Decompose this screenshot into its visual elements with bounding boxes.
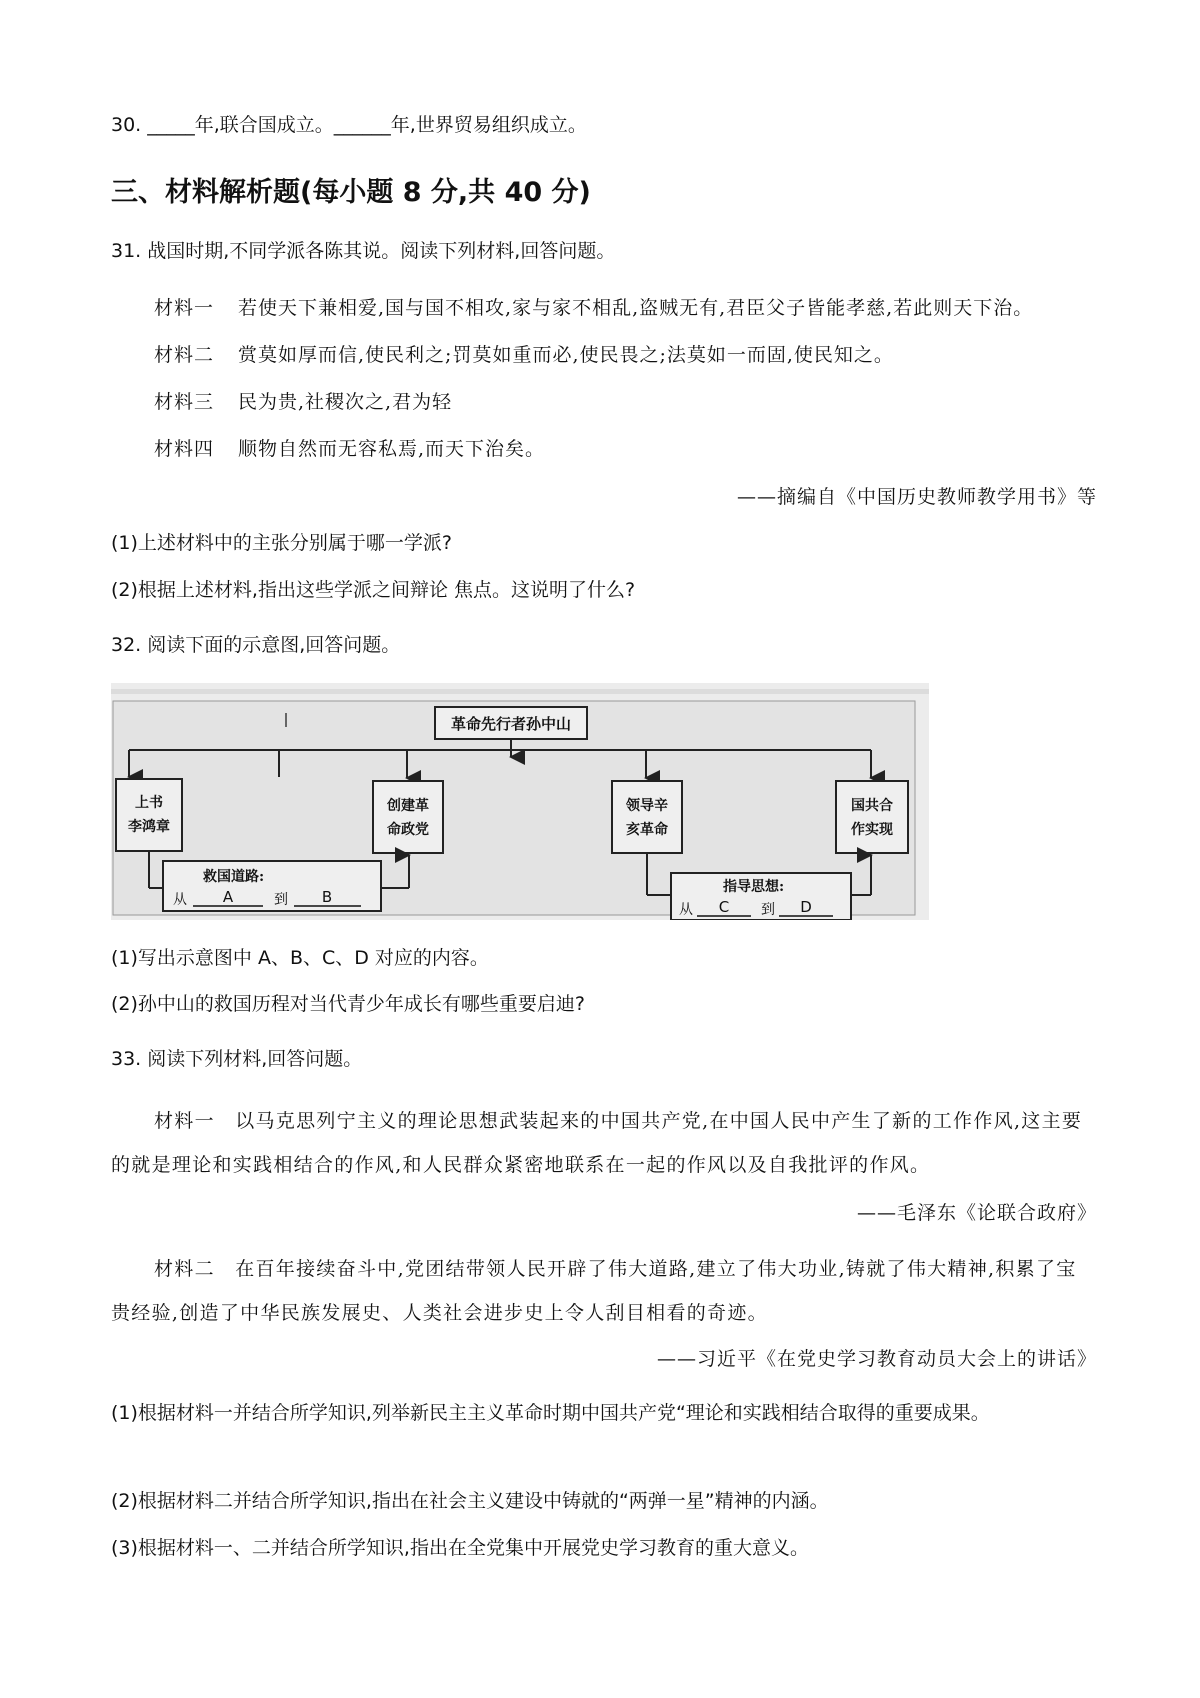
question-31-stem: 31. 战国时期,不同学派各陈其说。阅读下列材料,回答问题。: [111, 240, 616, 262]
route-1-title: 救国道路:: [203, 869, 265, 885]
diagram-box-3: [612, 781, 682, 853]
material-1-paragraph: 材料一 以马克思列宁主义的理论思想武装起来的中国共产党,在中国人民中产生了新的工作作风,这主要的就是理论和实践相结合的作风,和人民群众紧密地联系在一起的作风以及自我批评的作风。: [111, 1110, 1083, 1176]
box-4-line-2: 作实现: [851, 822, 893, 838]
route-1-blank-a: A: [222, 888, 234, 906]
material-tag: 材料一: [154, 297, 215, 319]
box-2-line-1: 创建革: [387, 798, 429, 814]
question-33-stem: 33. 阅读下列材料,回答问题。: [111, 1048, 363, 1070]
material-2-paragraph: 材料二 在百年接续奋斗中,党团结带领人民开辟了伟大道路,建立了伟大功业,铸就了伟大精神,积累了宝贵经验,创造了中华民族发展史、人类社会进步史上令人刮目相看的奇迹。: [111, 1258, 1077, 1324]
sun-yatsen-diagram: [111, 683, 929, 920]
material-tag: 材料二: [154, 344, 215, 366]
route-1-blank-b: B: [321, 888, 333, 906]
diagram-box-1: [116, 779, 182, 851]
source-citation-2: ——习近平《在党史学习教育动员大会上的讲话》: [656, 1348, 1097, 1370]
diagram-box-2: [373, 781, 443, 853]
route-2-blank-c: C: [718, 898, 730, 916]
source-citation-1: ——毛泽东《论联合政府》: [856, 1202, 1097, 1224]
question-32-sub-1: (1)写出示意图中 A、B、C、D 对应的内容。: [111, 947, 489, 969]
route-1-box: [163, 861, 381, 911]
material-text: 民为贵,社稷次之,君为轻: [238, 391, 453, 413]
material-tag: 材料三: [154, 391, 215, 413]
question-33-sub-2: (2)根据材料二并结合所学知识,指出在社会主义建设中铸就的“两弹一星”精神的内涵。: [111, 1490, 829, 1512]
question-31-sub-1: (1)上述材料中的主张分别属于哪一学派?: [111, 532, 452, 554]
material-text: 若使天下兼相爱,国与国不相攻,家与家不相乱,盗贼无有,君臣父子皆能孝慈,若此则天下治。: [238, 297, 1034, 319]
material-4: [154, 435, 545, 463]
question-32-stem: 32. 阅读下面的示意图,回答问题。: [111, 634, 401, 656]
box-1-line-1: 上书: [135, 795, 163, 811]
route-2-blank-d: D: [800, 898, 812, 916]
route-2-title: 指导思想:: [723, 879, 785, 895]
material-3: [154, 388, 452, 416]
source-citation: ——摘编自《中国历史教师教学用书》等: [736, 486, 1097, 508]
question-33-sub-1: (1)根据材料一并结合所学知识,列举新民主主义革命时期中国共产党“理论和实践相结合取得的重要成果。: [111, 1402, 990, 1424]
route-2-to: 到: [761, 902, 775, 918]
question-33-sub-3: (3)根据材料一、二并结合所学知识,指出在全党集中开展党史学习教育的重大意义。: [111, 1537, 809, 1559]
material-text: 顺物自然而无容私焉,而天下治矣。: [238, 438, 546, 460]
box-3-line-2: 亥革命: [626, 822, 668, 838]
section-title: 三、材料解析题(每小题 8 分,共 40 分): [111, 177, 591, 208]
route-2-from: 从: [679, 902, 693, 918]
material-2: [154, 341, 894, 369]
route-1-from: 从: [173, 892, 187, 908]
box-3-line-1: 领导辛: [626, 798, 668, 814]
question-31-sub-2: (2)根据上述材料,指出这些学派之间辩论 焦点。这说明了什么?: [111, 579, 636, 601]
box-2-line-2: 命政党: [387, 822, 429, 838]
diagram-box-4: [836, 781, 908, 853]
box-1-line-2: 李鸿章: [128, 819, 170, 835]
material-tag: 材料四: [154, 438, 215, 460]
material-1: [154, 294, 1033, 322]
box-4-line-1: 国共合: [851, 798, 893, 814]
question-30: 30. _____年,联合国成立。______年,世界贸易组织成立。: [111, 114, 587, 136]
question-32-sub-2: (2)孙中山的救国历程对当代青少年成长有哪些重要启迪?: [111, 993, 585, 1015]
material-text: 赏莫如厚而信,使民利之;罚莫如重而必,使民畏之;法莫如一而固,使民知之。: [238, 344, 894, 366]
route-1-to: 到: [274, 892, 288, 908]
diagram-top-label: 革命先行者孙中山: [450, 715, 572, 733]
